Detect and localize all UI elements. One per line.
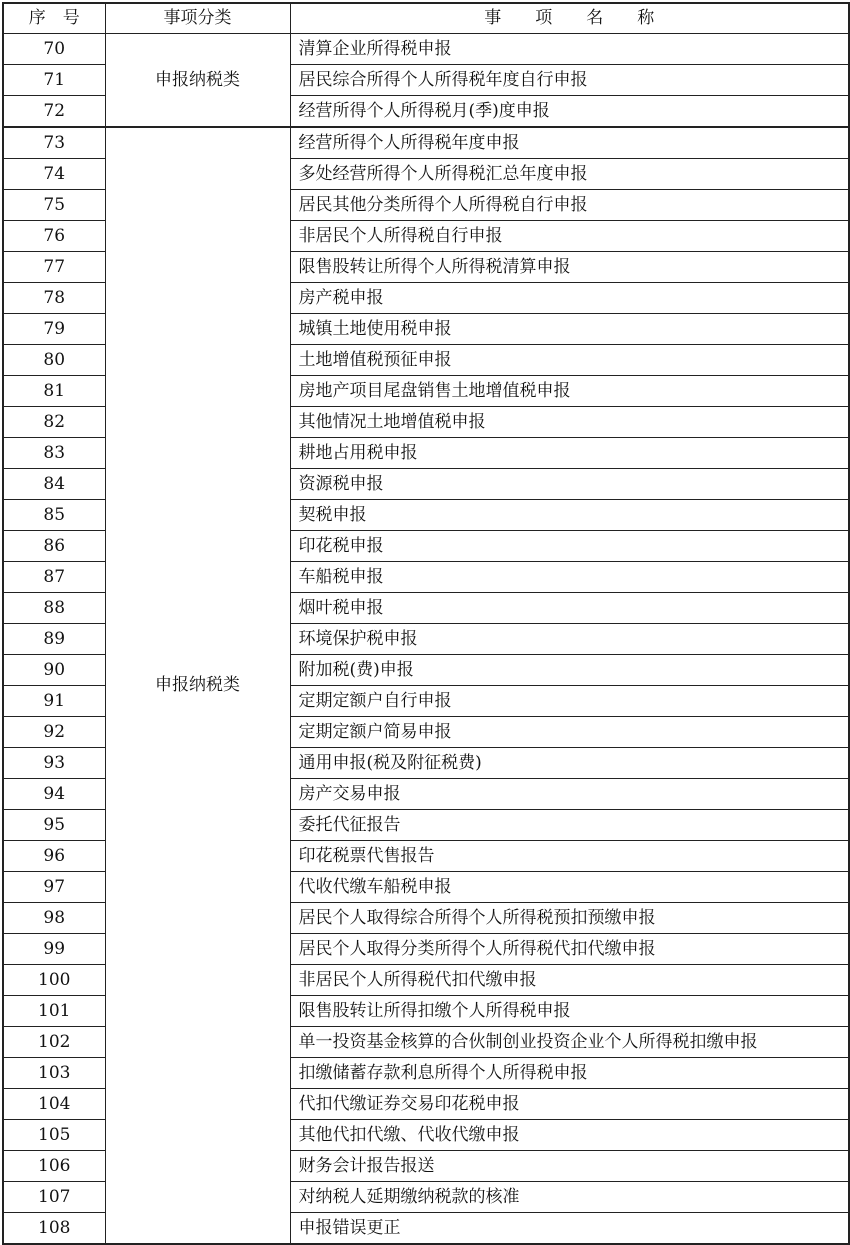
row-index: 102 bbox=[3, 1027, 105, 1058]
table-row bbox=[3, 34, 849, 65]
row-index: 75 bbox=[3, 190, 105, 221]
header-index: 序 号 bbox=[3, 3, 105, 34]
row-item-name: 土地增值税预征申报 bbox=[290, 345, 849, 376]
row-index: 83 bbox=[3, 438, 105, 469]
row-index: 94 bbox=[3, 779, 105, 810]
row-index: 84 bbox=[3, 469, 105, 500]
row-item-name: 经营所得个人所得税月(季)度申报 bbox=[290, 96, 849, 128]
row-item-name: 清算企业所得税申报 bbox=[290, 34, 849, 65]
row-index: 98 bbox=[3, 903, 105, 934]
row-index: 82 bbox=[3, 407, 105, 438]
row-index: 77 bbox=[3, 252, 105, 283]
row-category: 申报纳税类 bbox=[105, 127, 290, 1244]
row-index: 108 bbox=[3, 1213, 105, 1245]
row-index: 91 bbox=[3, 686, 105, 717]
row-item-name: 扣缴储蓄存款利息所得个人所得税申报 bbox=[290, 1058, 849, 1089]
row-item-name: 其他代扣代缴、代收代缴申报 bbox=[290, 1120, 849, 1151]
row-index: 107 bbox=[3, 1182, 105, 1213]
row-index: 76 bbox=[3, 221, 105, 252]
row-item-name: 居民个人取得分类所得个人所得税代扣代缴申报 bbox=[290, 934, 849, 965]
row-item-name: 通用申报(税及附征税费) bbox=[290, 748, 849, 779]
row-item-name: 城镇土地使用税申报 bbox=[290, 314, 849, 345]
row-item-name: 居民其他分类所得个人所得税自行申报 bbox=[290, 190, 849, 221]
header-name: 事 项 名 称 bbox=[290, 3, 849, 34]
table-row bbox=[3, 127, 849, 159]
row-item-name: 资源税申报 bbox=[290, 469, 849, 500]
row-item-name: 居民综合所得个人所得税年度自行申报 bbox=[290, 65, 849, 96]
row-index: 89 bbox=[3, 624, 105, 655]
row-index: 87 bbox=[3, 562, 105, 593]
row-index: 93 bbox=[3, 748, 105, 779]
row-item-name: 申报错误更正 bbox=[290, 1213, 849, 1245]
row-item-name: 对纳税人延期缴纳税款的核准 bbox=[290, 1182, 849, 1213]
row-item-name: 环境保护税申报 bbox=[290, 624, 849, 655]
row-index: 88 bbox=[3, 593, 105, 624]
row-index: 85 bbox=[3, 500, 105, 531]
row-index: 106 bbox=[3, 1151, 105, 1182]
table-header-row bbox=[3, 3, 849, 34]
row-item-name: 印花税票代售报告 bbox=[290, 841, 849, 872]
row-index: 74 bbox=[3, 159, 105, 190]
row-item-name: 房地产项目尾盘销售土地增值税申报 bbox=[290, 376, 849, 407]
row-index: 100 bbox=[3, 965, 105, 996]
row-index: 71 bbox=[3, 65, 105, 96]
row-item-name: 限售股转让所得个人所得税清算申报 bbox=[290, 252, 849, 283]
row-index: 92 bbox=[3, 717, 105, 748]
row-item-name: 耕地占用税申报 bbox=[290, 438, 849, 469]
row-item-name: 单一投资基金核算的合伙制创业投资企业个人所得税扣缴申报 bbox=[290, 1027, 849, 1058]
row-item-name: 限售股转让所得扣缴个人所得税申报 bbox=[290, 996, 849, 1027]
row-index: 72 bbox=[3, 96, 105, 128]
row-item-name: 印花税申报 bbox=[290, 531, 849, 562]
row-index: 96 bbox=[3, 841, 105, 872]
row-item-name: 其他情况土地增值税申报 bbox=[290, 407, 849, 438]
row-item-name: 委托代征报告 bbox=[290, 810, 849, 841]
tax-items-table bbox=[2, 2, 850, 1245]
header-category: 事项分类 bbox=[105, 3, 290, 34]
row-item-name: 财务会计报告报送 bbox=[290, 1151, 849, 1182]
row-index: 101 bbox=[3, 996, 105, 1027]
row-index: 97 bbox=[3, 872, 105, 903]
row-index: 79 bbox=[3, 314, 105, 345]
row-item-name: 房产交易申报 bbox=[290, 779, 849, 810]
row-index: 105 bbox=[3, 1120, 105, 1151]
row-index: 70 bbox=[3, 34, 105, 65]
row-item-name: 房产税申报 bbox=[290, 283, 849, 314]
row-item-name: 经营所得个人所得税年度申报 bbox=[290, 127, 849, 159]
table-body bbox=[3, 34, 849, 1245]
row-item-name: 附加税(费)申报 bbox=[290, 655, 849, 686]
row-index: 99 bbox=[3, 934, 105, 965]
row-item-name: 车船税申报 bbox=[290, 562, 849, 593]
row-index: 80 bbox=[3, 345, 105, 376]
row-category: 申报纳税类 bbox=[105, 34, 290, 128]
row-item-name: 多处经营所得个人所得税汇总年度申报 bbox=[290, 159, 849, 190]
row-index: 86 bbox=[3, 531, 105, 562]
row-index: 103 bbox=[3, 1058, 105, 1089]
row-item-name: 代收代缴车船税申报 bbox=[290, 872, 849, 903]
row-item-name: 定期定额户简易申报 bbox=[290, 717, 849, 748]
row-index: 81 bbox=[3, 376, 105, 407]
row-item-name: 代扣代缴证券交易印花税申报 bbox=[290, 1089, 849, 1120]
row-item-name: 居民个人取得综合所得个人所得税预扣预缴申报 bbox=[290, 903, 849, 934]
row-index: 73 bbox=[3, 127, 105, 159]
row-item-name: 非居民个人所得税代扣代缴申报 bbox=[290, 965, 849, 996]
row-item-name: 烟叶税申报 bbox=[290, 593, 849, 624]
row-index: 78 bbox=[3, 283, 105, 314]
row-index: 95 bbox=[3, 810, 105, 841]
row-item-name: 定期定额户自行申报 bbox=[290, 686, 849, 717]
row-item-name: 非居民个人所得税自行申报 bbox=[290, 221, 849, 252]
row-item-name: 契税申报 bbox=[290, 500, 849, 531]
row-index: 104 bbox=[3, 1089, 105, 1120]
row-index: 90 bbox=[3, 655, 105, 686]
